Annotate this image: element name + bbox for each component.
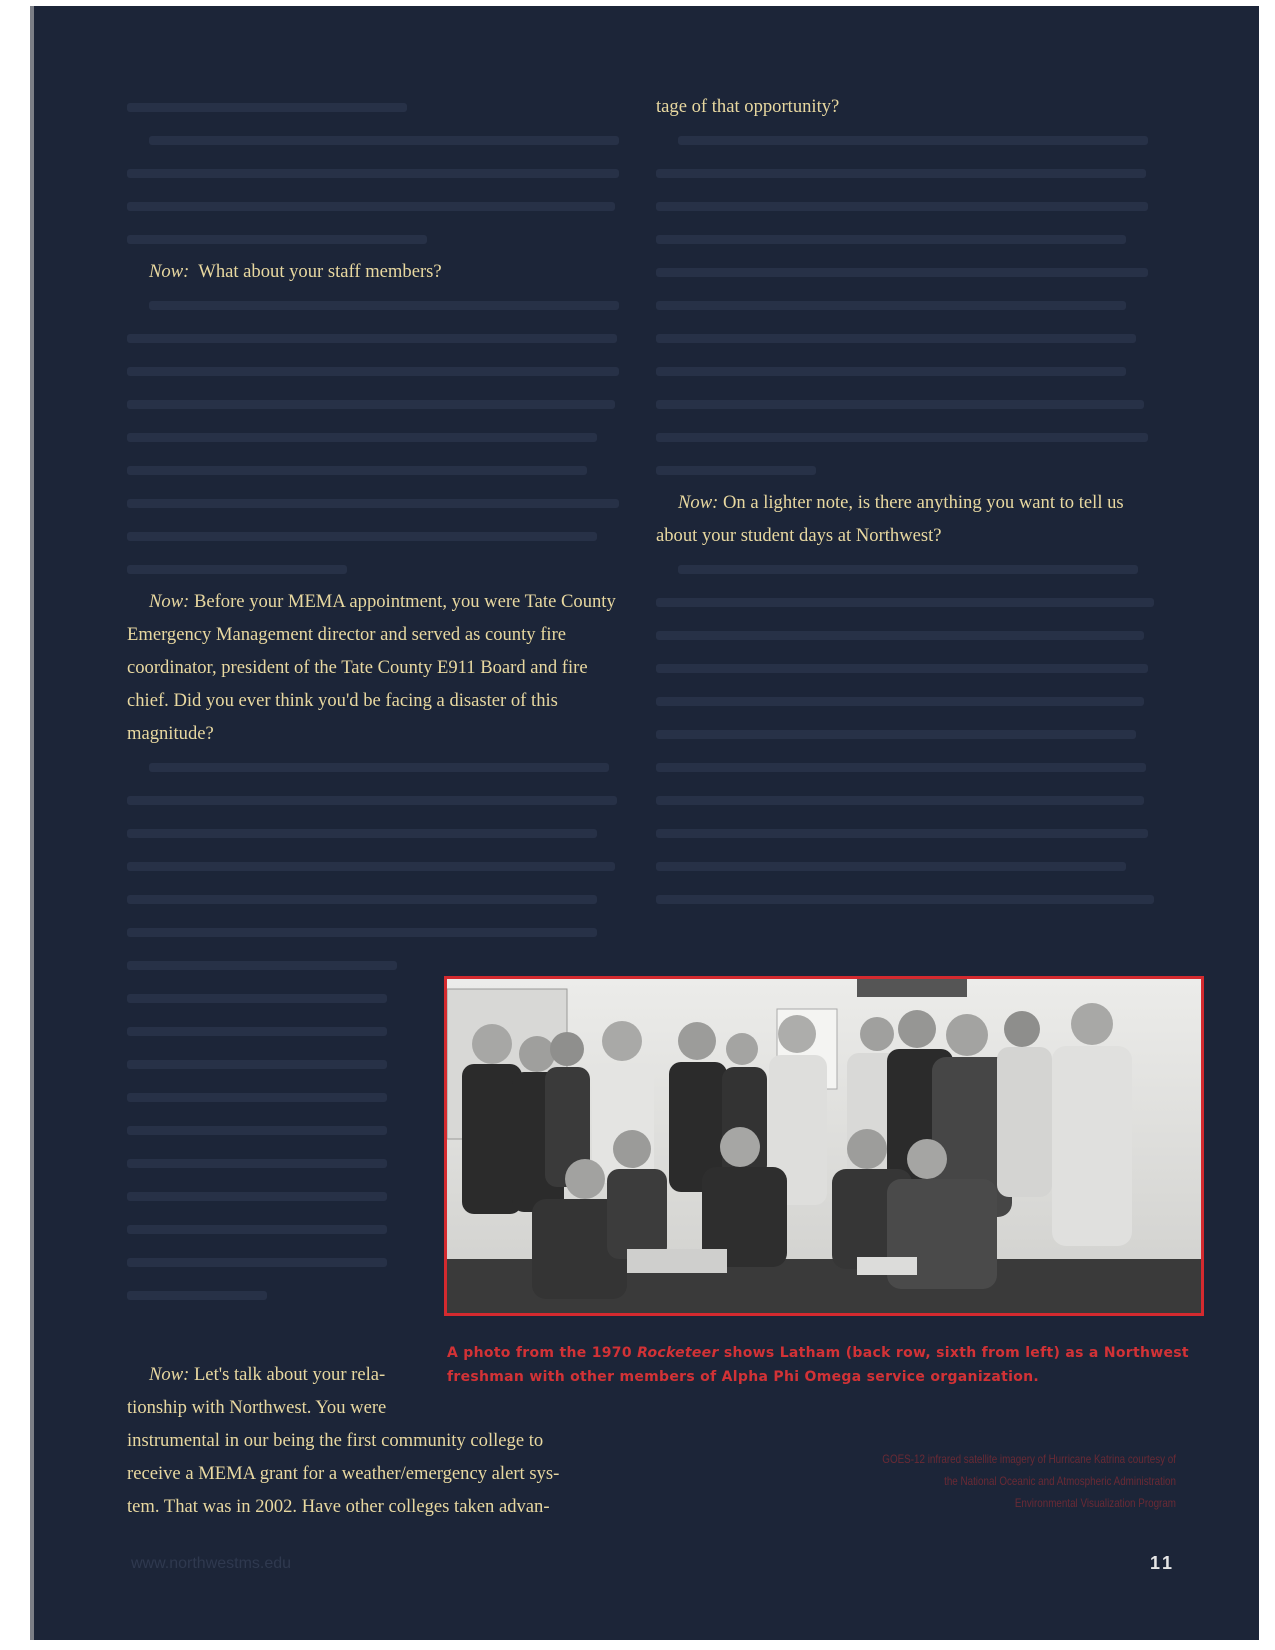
group-photo-image (447, 979, 1201, 1313)
question-text: On a lighter note, is there anything you want to tell us about your student days at Northwest? (656, 492, 1124, 546)
now-label: Now: (149, 261, 190, 282)
faint-text-block-1 (127, 90, 625, 255)
now-label: Now: (149, 1364, 190, 1385)
continuation-text: tage of that opportunity? (656, 96, 840, 117)
image-credit (843, 1448, 1176, 1514)
credit-line: the National Oceanic and Atmospheric Administration (944, 1474, 1176, 1488)
question-text: What about your staff members? (198, 261, 442, 282)
caption-prefix: A photo from the 1970 (447, 1345, 632, 1361)
question-line: tem. That was in 2002. Have other colleges taken advan- (127, 1496, 550, 1517)
faint-text-block-4 (656, 123, 1162, 486)
group-photo (444, 976, 1204, 1316)
credit-line: GOES-12 infrared satellite imagery of Hurricane Katrina courtesy of (882, 1452, 1176, 1466)
faint-text-block-2 (127, 288, 625, 585)
page-edge (30, 6, 34, 1640)
footer-url[interactable]: www.northwestms.edu (131, 1555, 292, 1572)
question-line: instrumental in our being the first community college to (127, 1430, 544, 1451)
now-label: Now: (678, 492, 719, 513)
page-number: 11 (1150, 1553, 1176, 1573)
caption-suffix: shows Latham (back row, sixth from left) as a Northwest freshman with other members of Alpha Phi Omega service organization. (447, 1345, 1189, 1385)
credit-line: Environmental Visualization Program (1014, 1496, 1176, 1510)
question-student-days (656, 486, 1162, 552)
question-appointment (127, 585, 625, 750)
question-text: Before your MEMA appointment, you were Tate County Emergency Management director and served as county fire coordinator, president of the Tate County E911 Board and fire chief. Did you ever think you'd be facing a disaster of this magnitude? (127, 591, 616, 744)
faint-text-block-5 (656, 552, 1162, 915)
question-line: tionship with Northwest. You were (127, 1397, 387, 1418)
question-line: receive a MEMA grant for a weather/emergency alert sys- (127, 1463, 560, 1484)
right-column (656, 90, 1162, 915)
question-line: Let's talk about your rela- (193, 1364, 386, 1385)
photo-caption (447, 1341, 1207, 1389)
now-label: Now: (149, 591, 190, 612)
caption-publication: Rocketeer (637, 1345, 719, 1361)
question-staff (127, 255, 625, 288)
